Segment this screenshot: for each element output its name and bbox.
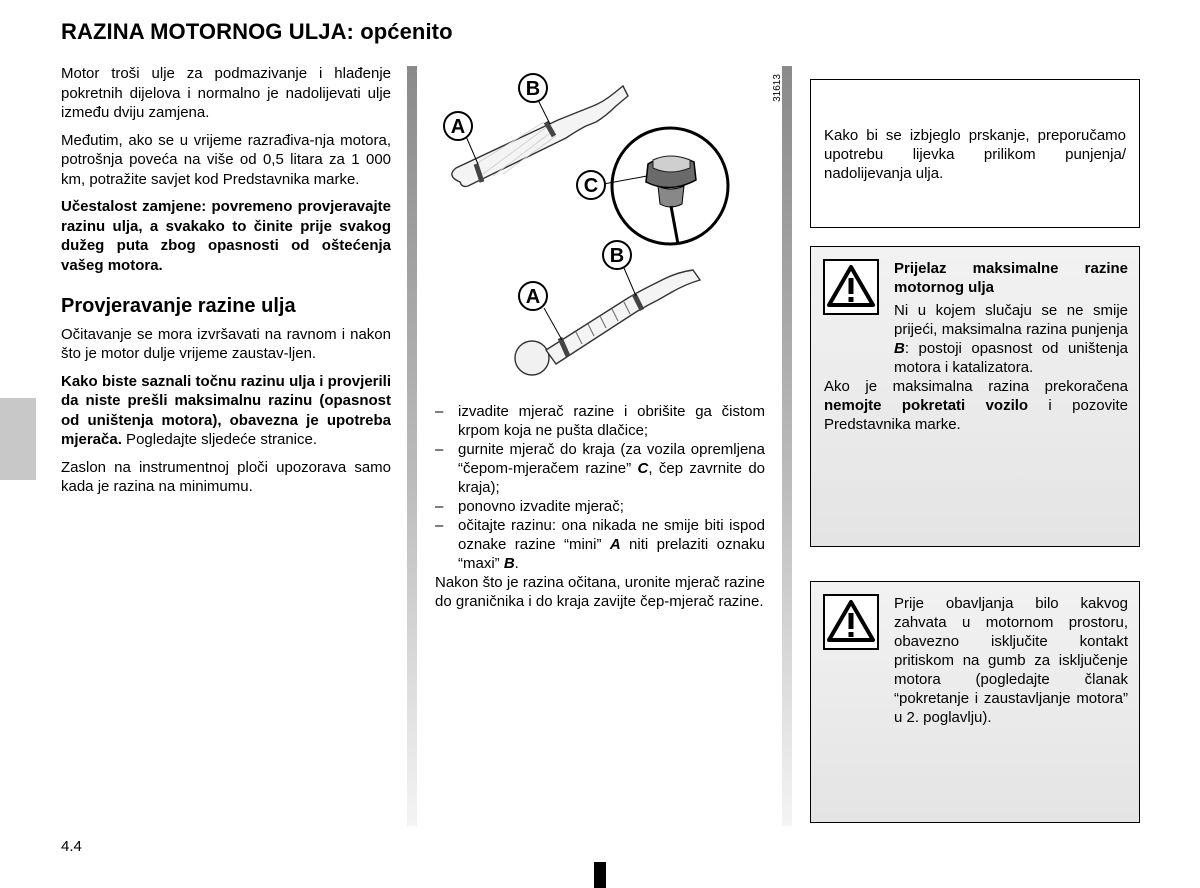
list-item: – očitajte razinu: ona nikada ne smije biti ispod oznake razine “mini” A niti prelaziti oznaku “maxi” B. [435,517,766,572]
label-a-bottom: A [525,286,541,308]
intro-paragraph: Motor troši ulje za podmazivanje i hlađenje pokretnih dijelova i normalno je nadolijevati ulje između dviju zamjena. [61,65,391,121]
list-item: – ponovno izvadite mjerač; [435,498,624,515]
reading-paragraph: Očitavanje se mora izvršavati na ravnom i nakon što je motor dulje vrijeme zaustav-ljen. [61,325,391,362]
note-box [810,79,1140,228]
list-item: – izvadite mjerač razine i obrišite ga čistom krpom koja ne pušta dlačice; [435,403,765,439]
dipstick-paragraph [61,372,391,450]
left-column [61,64,391,505]
warning-paragraph: Ni u kojem slučaju se ne smije prijeći, maksimalna razina punjenja B: postoji opasnost od uništenja motora i katalizatora. [894,302,1128,376]
middle-column [435,402,765,611]
closing-paragraph: Nakon što je razina očitana, uronite mjerač razine do graničnika i do kraja zavijte čep-mjerač razine. [435,574,765,610]
section-heading: Provjeravanje razine ulja [61,295,296,317]
label-c: C [583,175,599,197]
chapter-tab [0,398,36,480]
warning-paragraph: Ako je maksimalna razina prekoračena nemojte pokretati vozilo i pozovite Predstavnika marke. [824,378,1128,433]
procedure-list [435,402,765,573]
dipstick-illustration [438,64,783,386]
warning-title: Prijelaz maksimalne razine motornog ulja [894,260,1128,296]
page-title: RAZINA MOTORNOG ULJA: općenito [61,19,453,44]
page-marker [594,862,606,888]
dipstick-rest-text: Pogledajte sljedeće stranice. [121,431,318,448]
page-number: 4.4 [61,838,82,855]
list-item: – gurnite mjerač do kraja (za vozila opremljena “čepom-mjeračem razine” C, čep zavrnite do kraja); [435,441,766,496]
label-a-top: A [450,116,466,138]
warning-box-engine-off [810,581,1140,823]
label-b-bottom: B [609,245,625,267]
note-text: Kako bi se izbjeglo prskanje, preporučamo upotrebu lijevka prilikom punjenja/ nadolijevanja ulja. [824,127,1126,182]
figure-ref-number: 31613 [772,74,783,102]
column-divider-left [407,66,417,826]
consumption-paragraph: Međutim, ako se u vrijeme razrađiva-nja motora, potrošnja poveća na više od 0,5 litara za 1 000 km, potražite savjet kod Predstavnika marke. [61,131,391,188]
warning-text-engine-off [824,594,1128,727]
warning-paragraph: Prije obavljanja bilo kakvog zahvata u motornom prostoru, obavezno isključite kontakt pritiskom na gumb za isključenje motora (pogledajte članak “pokretanje i zaustavljanje motora” u 2. poglavlju). [894,595,1128,726]
warning-box-overfill [810,246,1140,547]
frequency-paragraph: Učestalost zamjene: povremeno provjeravajte razinu ulja, a svakako to činite prije svakog dužeg puta zbog opasnosti od oštećenja vašeg motora. [61,198,391,274]
column-divider-right [782,66,792,826]
warning-text-overfill [824,259,1128,434]
dashboard-paragraph: Zaslon na instrumentnoj ploči upozorava samo kada je razina na minimumu. [61,458,391,495]
dipstick-bold-text: Kako biste saznali točnu razinu ulja i provjerili da niste prešli maksimalnu razinu (opasnost od uništenja motora), obavezna je upotreba mjerača. [61,372,391,448]
label-b-top: B [525,78,541,100]
